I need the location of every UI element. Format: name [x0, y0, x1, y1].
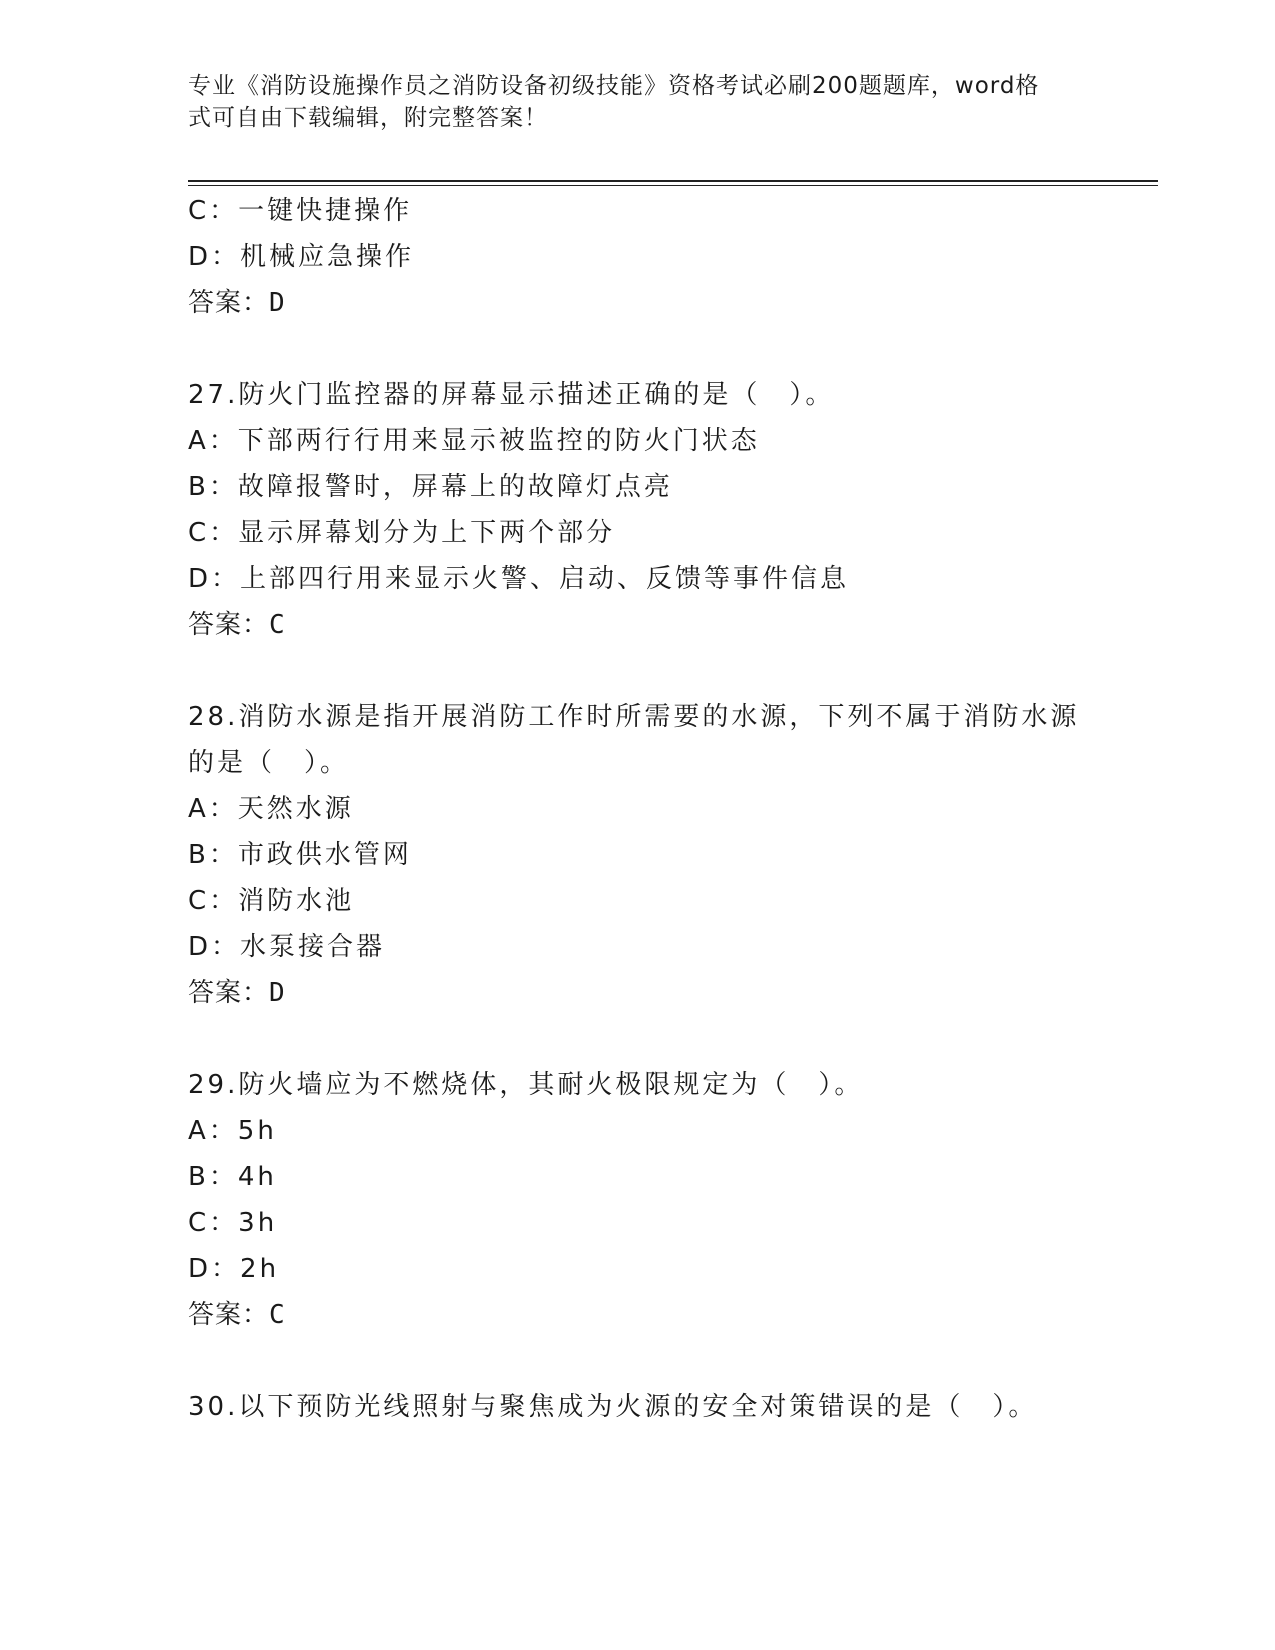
option-d: D：2h [188, 1254, 280, 1284]
option-d: D：机械应急操作 [188, 242, 415, 272]
option-c: C：消防水池 [188, 886, 355, 916]
option-d: D：水泵接合器 [188, 932, 386, 962]
option-a: A：天然水源 [188, 794, 354, 824]
option-c: C：显示屏幕划分为上下两个部分 [188, 518, 616, 548]
header-intro-line-2: 式可自由下载编辑，附完整答案！ [188, 105, 548, 131]
question-26-tail [188, 188, 1088, 326]
question-stem-line-1: 28.消防水源是指开展消防工作时所需要的水源，下列不属于消防水源 [188, 702, 1080, 732]
header-divider-thick [188, 180, 1158, 182]
header-divider-thin [188, 185, 1158, 186]
spacer [188, 1338, 1088, 1384]
answer-line: 答案：D [188, 288, 286, 318]
question-stem: 30.以下预防光线照射与聚焦成为火源的安全对策错误的是（ ）。 [188, 1392, 1038, 1422]
option-a: A：5h [188, 1116, 277, 1146]
spacer [188, 326, 1088, 372]
option-c: C：3h [188, 1208, 278, 1238]
question-stem: 27.防火门监控器的屏幕显示描述正确的是（ ）。 [188, 380, 835, 410]
option-b: B：故障报警时，屏幕上的故障灯点亮 [188, 472, 673, 502]
option-a: A：下部两行行用来显示被监控的防火门状态 [188, 426, 760, 456]
question-stem-line-2: 的是（ ）。 [188, 748, 350, 778]
spacer [188, 648, 1088, 694]
option-d: D：上部四行用来显示火警、启动、反馈等事件信息 [188, 564, 850, 594]
option-b: B：市政供水管网 [188, 840, 412, 870]
question-list [188, 188, 1088, 1430]
question-27 [188, 372, 1088, 648]
answer-line: 答案：C [188, 1300, 286, 1330]
question-stem: 29.防火墙应为不燃烧体，其耐火极限规定为（ ）。 [188, 1070, 864, 1100]
document-header [188, 70, 1068, 134]
spacer [188, 1016, 1088, 1062]
question-30 [188, 1384, 1088, 1430]
header-intro-line-1: 专业《消防设施操作员之消防设备初级技能》资格考试必刷200题题库，word格 [188, 73, 1040, 99]
question-28 [188, 694, 1088, 1016]
option-c: C：一键快捷操作 [188, 196, 413, 226]
answer-line: 答案：D [188, 978, 286, 1008]
question-29 [188, 1062, 1088, 1338]
option-b: B：4h [188, 1162, 277, 1192]
answer-line: 答案：C [188, 610, 286, 640]
